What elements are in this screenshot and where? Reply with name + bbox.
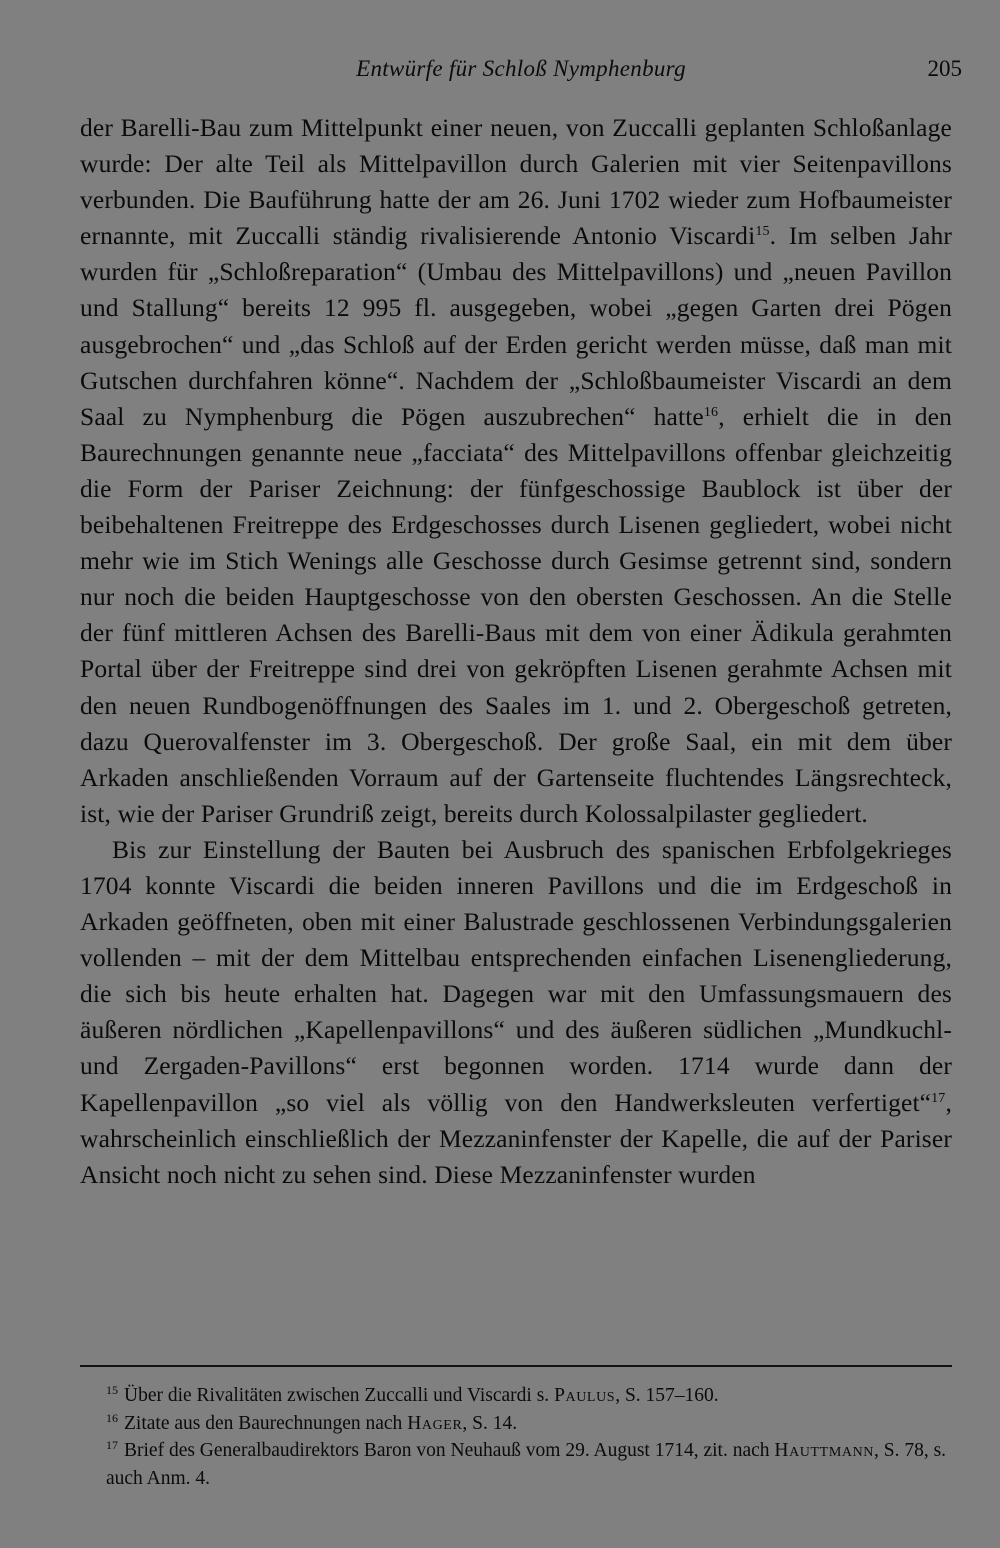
page-number: 205 (927, 56, 962, 81)
footnote-15-mark: 15 (106, 1383, 118, 1397)
footnote-15-text-a: Über die Rivalitäten zwischen Zuccalli und Viscardi s. (124, 1385, 550, 1406)
footnote-17-text-b: , S. 78, s. auch Anm. 4. (106, 1440, 947, 1489)
footnote-16-text-b: , S. 14. (462, 1412, 518, 1434)
footnote-16-text-a: Zitate aus den Baurechnungen nach (124, 1412, 403, 1434)
paragraph-2-text-a: Bis zur Einstellung der Bauten bei Ausbruch des spanischen Erbfolgekrieges 1704 konnte Viscardi die beiden inneren Pavillons und die im Erdgeschoß in Arkaden geöffneten, oben mit einer Balustrade geschlossenen Verbindungsgalerien vollenden – mit der dem Mittelbau entsprechenden einfachen Lisenengliederung, die sich bis heute erhalten hat. Dagegen war mit den Umfassungsmauern des äußeren nördlichen „Kapellenpavillons“ und des äußeren südlichen „Mundkuchl- und Zergaden-Pavillons“ erst begonnen worden. 1714 wurde dann der Kapellenpavillon „so viel als völlig von den Handwerksleuten verfertiget“ (80, 834, 952, 1117)
footnote-16 (80, 1410, 952, 1438)
footnotes (80, 1382, 952, 1492)
footnote-17-author: Hauttmann (774, 1440, 874, 1461)
paragraph-1-text-a: der Barelli-Bau zum Mittelpunkt einer neuen, von Zuccalli geplanten Schloßanlage wurde: Der alte Teil als Mittelpavillon durch Galerien mit vier Seitenpavillons verbunden. Die Bauführung hatte der am 26. Juni 1702 wieder zum Hofbaumeister ernannte, mit Zuccalli ständig rivalisierende Antonio Viscardi (80, 113, 952, 251)
footnote-17 (80, 1437, 952, 1492)
footnote-divider (80, 1365, 952, 1367)
paragraph-2 (80, 832, 952, 1193)
footnote-17-mark: 17 (106, 1438, 118, 1452)
footnote-17-text-a: Brief des Generalbaudirektors Baron von Neuhauß vom 29. August 1714, zit. nach (124, 1440, 770, 1461)
footnote-ref-15: 15 (755, 224, 770, 240)
footnote-16-author: Hager (407, 1412, 463, 1434)
footnote-15 (80, 1382, 952, 1410)
footnote-16-mark: 16 (106, 1410, 118, 1425)
footnote-ref-17: 17 (931, 1090, 946, 1106)
paragraph-1-text-c: , erhielt die in den Baurechnungen genannte neue „facciata“ des Mittelpavillons offenbar gleichzeitig die Form der Pariser Zeichnung: der fünfgeschossige Baublock ist über der beibehaltenen Freitreppe des Erdgeschosses durch Lisenen gegliedert, wobei nicht mehr wie im Stich Wenings alle Geschosse durch Gesimse getrennt sind, sondern nur noch die beiden Hauptgeschosse von den obersten Geschossen. An die Stelle der fünf mittleren Achsen des Barelli-Baus mit dem von einer Ädikula gerahmten Portal über der Freitreppe sind drei von gekröpften Lisenen gerahmte Achsen mit den neuen Rundbogenöffnungen des Saales im 1. und 2. Obergeschoß getreten, dazu Querovalfenster im 3. Obergeschoß. Der große Saal, ein mit dem über Arkaden anschließenden Vorraum auf der Gartenseite fluchtendes Längsrechteck, ist, wie der Pariser Grundriß zeigt, bereits durch Kolossalpilaster gegliedert. (80, 401, 952, 828)
footnote-ref-16: 16 (703, 404, 719, 420)
main-text (80, 110, 952, 1193)
page-header (80, 56, 962, 90)
paragraph-1-text-b: . Im selben Jahr wurden für „Schloßreparation“ (Umbau des Mittelpavillons) und „neuen Pavillon und Stallung“ bereits 12 995 fl. ausgegeben, wobei „gegen Garten drei Pögen ausgebrochen“ und „das Schloß auf der Erden gericht werden müsse, daß man mit Gutschen durchfahren könne“. Nachdem der „Schloßbaumeister Viscardi an dem Saal zu Nymphenburg die Pögen auszubrechen“ hatte (80, 221, 953, 431)
paragraph-2-text-b: , wahrscheinlich einschließlich der Mezzaninfenster der Kapelle, die auf der Pariser Ansicht noch nicht zu sehen sind. Diese Mezzaninfenster wurden (80, 1087, 952, 1189)
paragraph-1 (80, 110, 952, 832)
footnote-15-text-b: , S. 157–160. (615, 1385, 719, 1406)
footnote-15-author: Paulus (554, 1385, 616, 1406)
running-title: Entwürfe für Schloß Nymphenburg (356, 56, 686, 81)
